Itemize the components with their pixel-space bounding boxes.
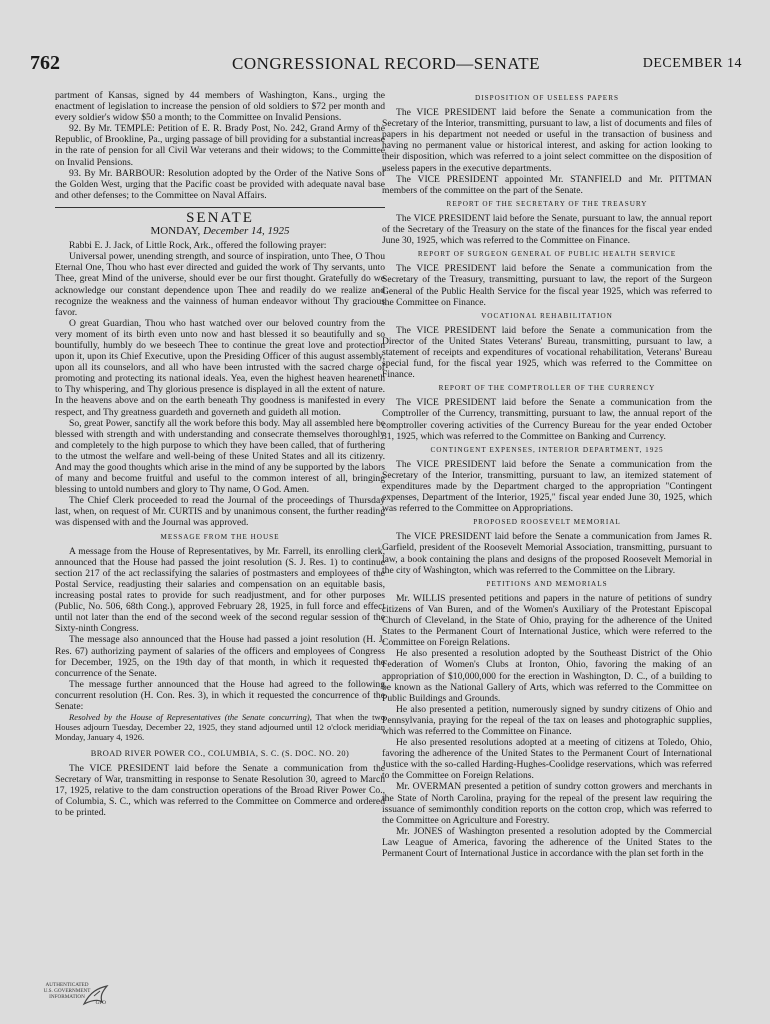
paragraph: Mr. WILLIS presented petitions and papers in the nature of petitions of sundry citizens of Van Buren, and of the Women's Auxiliary of the Protestant Episcopal Church of Cleveland, in the State of Ohio, praying for the adherence of the United States to the Permanent Court of International Justice, which were referred to the Committee on Foreign Relations. bbox=[382, 592, 712, 649]
gpo-authentication-mark bbox=[24, 982, 110, 1014]
subheading: REPORT OF THE SECRETARY OF THE TREASURY bbox=[446, 199, 648, 208]
subheading: BROAD RIVER POWER CO., COLUMBIA, S. C. (S. DOC. NO. 20) bbox=[90, 748, 350, 758]
paragraph: The Chief Clerk proceeded to read the Journal of the proceedings of Thursday last, when, on request of Mr. CURTIS and by unanimous consent, the further reading was dispensed with and the Journal was approved. bbox=[55, 495, 385, 529]
subheading: PROPOSED ROOSEVELT MEMORIAL bbox=[473, 518, 621, 527]
subheading: REPORT OF THE COMPTROLLER OF THE CURRENCY bbox=[438, 384, 656, 393]
paragraph: He also presented resolutions adopted at a meeting of citizens at Toledo, Ohio, favoring the adherence of the United States to the Permanent Court of International Justice with the so-called Harding-Hughes-Coolidge reservations, which was referred to the Committee on Foreign Relations. bbox=[382, 737, 712, 782]
prayer-paragraph: O great Guardian, Thou who hast watched over our beloved country from the very moment of its birth even unto now and hast blessed it so beautifully and so bountifully, humbly do we beseech Thee to continue the great love and protection upon it, upon its Chief Executive, upon the Presiding Officer of this august assembly, upon all its counselors, and all who have been intrusted with the sacred charge of promoting and protecting its national ideals. Yea, even the highest heaven heareneth to Thy whispering, and Thy glorious presence is displayed in all the extent of nature. In the heavens above and on the earth beneath Thy goodness is manifested in every respect, and Thy greatness guardeth and governeth and guideth all motion. bbox=[55, 317, 385, 418]
subheading: VOCATIONAL REHABILITATION bbox=[481, 311, 613, 320]
page-number: 762 bbox=[30, 52, 60, 74]
right-column bbox=[382, 90, 712, 859]
paragraph: The VICE PRESIDENT laid before the Senate, pursuant to law, the annual report of the Secretary of the Treasury on the state of the finances for the fiscal year ended June 30, 1925, which was referred to the Committee on Finance. bbox=[382, 212, 712, 247]
paragraph: The message further announced that the House had agreed to the following concurrent resolution (H. Con. Res. 3), in which it requested the concurrence of the Senate: bbox=[55, 678, 385, 712]
paragraph: The VICE PRESIDENT laid before the Senate a communication from James R. Garfield, president of the Roosevelt Memorial Association, transmitting, pursuant to law, a book containing the plans and designs of the proposed Roosevelt Memorial in the city of Washington, which was referred to the Committee on the Library. bbox=[382, 531, 712, 576]
paragraph: The VICE PRESIDENT laid before the Senate a communication from the Secretary of the Treasury, transmitting, pursuant to law, the report of the Surgeon General of the Public Health Service for the fiscal year 1925, which was referred to the Committee on Finance. bbox=[382, 263, 712, 308]
page-title: CONGRESSIONAL RECORD—SENATE bbox=[231, 54, 541, 73]
prayer-paragraph: Universal power, unending strength, and source of inspiration, unto Thee, O Thou Eternal One, Thou who hast ever directed and guided the work of Thy servants, unto Thee, great Mind of the universe, should ever be our first thought. Gratefully do we acknowledge our constant dependence upon Thee and readily do we realize and recognize the weakness and the vainness of human endeavor without Thy gracious favor. bbox=[55, 251, 385, 318]
paragraph: 93. By Mr. BARBOUR: Resolution adopted by the Order of the Native Sons of the Golden West, urging that the Pacific coast be provided with adequate naval base and other defenses; to the Committee on Naval Affairs. bbox=[55, 167, 385, 201]
subheading: CONTINGENT EXPENSES, INTERIOR DEPARTMENT, 1925 bbox=[430, 445, 664, 454]
eagle-seal-icon bbox=[80, 982, 110, 1012]
paragraph: Mr. JONES of Washington presented a resolution adopted by the Commercial Law League of America, favoring the adherence of the United States to the Permanent Court of International Justice in accordance with the plan set forth in the bbox=[382, 825, 712, 859]
paragraph: The VICE PRESIDENT laid before the Senate a communication from the Director of the United States Veterans' Bureau, transmitting, pursuant to law, a statement of receipts and expenditures of vocational rehabilitation, Veterans' Bureau special fund, for the fiscal year 1925, which was referred to the Committee on Finance. bbox=[382, 324, 712, 381]
subheading: PETITIONS AND MEMORIALS bbox=[486, 579, 608, 588]
paragraph: Mr. OVERMAN presented a petition of sundry cotton growers and merchants in the State of North Carolina, praying for the repeal of the present law requiring the issuance of semimonthly condition reports on the cotton crop, which was referred to the Committee on Agriculture and Forestry. bbox=[382, 781, 712, 826]
senate-date bbox=[55, 226, 385, 237]
page-date: DECEMBER 14 bbox=[642, 56, 742, 71]
subheading: MESSAGE FROM THE HOUSE bbox=[160, 532, 280, 541]
paragraph: The VICE PRESIDENT laid before the Senate a communication from the Secretary of the Interior, transmitting, pursuant to law, a list of documents and files of papers in his department not needed or useful in the transaction of business and having no permanent value or historical interest, and asking for action looking to their disposition, which was referred to a joint select committee on the disposition of useless papers in the executive departments. bbox=[382, 107, 712, 174]
prayer-paragraph: So, great Power, sanctify all the work before this body. May all assembled here be blessed with strength and with understanding and consecrate themselves thoroughly and completely to the high purpose to which they have been called, that of furthering to the utmost the welfare and well-being of these United States and all its citizenry. And may the good thoughts which arise in the mind of any be supported by the labors of many and become fruitful and useful to the common interest of all, bringing blessing to untold numbers and glory to Thy name, O God. Amen. bbox=[55, 417, 385, 496]
subheading: DISPOSITION OF USELESS PAPERS bbox=[475, 94, 619, 102]
paragraph: The VICE PRESIDENT laid before the Senate a communication from the Comptroller of the Currency, transmitting, pursuant to law, the annual report of the comptroller covering activities of the Currency Bureau for the year ended October 31, 1925, which was referred to the Committee on Banking and Currency. bbox=[382, 397, 712, 442]
gpo-seal-label: GPO bbox=[95, 1000, 106, 1006]
paragraph: Rabbi E. J. Jack, of Little Rock, Ark., offered the following prayer: bbox=[69, 240, 327, 252]
left-column bbox=[55, 90, 385, 818]
resolution-lead: Resolved by the House of Representatives (the Senate concurring), bbox=[69, 712, 312, 723]
paragraph: The VICE PRESIDENT laid before the Senate a communication from the Secretary of War, transmitting in response to Senate Resolution 30, agreed to March 17, 1925, relative to the dam construction operations of the Broad River Power Co., of Columbia, S. C., which was referred to the Committee on Commerce and ordered to be printed. bbox=[55, 762, 385, 819]
senate-heading: SENATE bbox=[186, 209, 254, 226]
paragraph: A message from the House of Representatives, by Mr. Farrell, its enrolling clerk, announced that the House had passed the joint resolution (S. J. Res. 1) to continue section 217 of the act reclassifying the salaries of postmasters and employees of the Postal Service, readjusting their salaries and compensation on an equitable basis, increasing postal rates to provide for such readjustment, and for other purposes (Public, No. 506, 68th Cong.), approved February 28, 1925, in full force and effect until not later than the end of the second week of the second regular session of the Sixty-ninth Congress. bbox=[55, 545, 385, 635]
resolution-text bbox=[55, 712, 385, 743]
gpo-line: AUTHENTICATED bbox=[45, 982, 89, 988]
senate-day: MONDAY, bbox=[150, 225, 201, 238]
senate-date-text: December 14, 1925 bbox=[203, 225, 290, 238]
gpo-line: INFORMATION bbox=[49, 994, 85, 1000]
subheading: REPORT OF SURGEON GENERAL OF PUBLIC HEALTH SERVICE bbox=[417, 250, 677, 259]
gpo-line: U.S. GOVERNMENT bbox=[43, 988, 91, 994]
paragraph: partment of Kansas, signed by 44 members of Washington, Kans., urging the enactment of legislation to increase the pension of old soldiers to $72 per month and every soldier's widow $50 a month; to the Committee on Invalid Pensions. bbox=[55, 90, 385, 124]
paragraph: 92. By Mr. TEMPLE: Petition of E. R. Brady Post, No. 242, Grand Army of the Republic, of Brookline, Pa., urging passage of bill providing for a substantial increase in the rate of pension for all Civil War veterans and their widows; to the Committee on Invalid Pensions. bbox=[55, 123, 385, 168]
paragraph: The VICE PRESIDENT laid before the Senate a communication from the Secretary of the Interior, transmitting, pursuant to law, an itemized statement of expenditures made by the Department charged to the appropriation "Contingent expenses, Department of the Interior, 1925," fiscal year ended June 30, 1925, which was referred to the Committee on Appropriations. bbox=[382, 458, 712, 515]
paragraph: He also presented a resolution adopted by the Southeast District of the Ohio Federation of Women's Clubs at Ironton, Ohio, favoring the making of an appropriation of $10,000,000 for the erection in Washington, D. C., of a building to be known as the National Gallery of Arts, which was referred to the Committee on Public Buildings and Grounds. bbox=[382, 648, 712, 704]
page-header bbox=[30, 52, 742, 78]
paragraph: He also presented a petition, numerously signed by sundry citizens of Ohio and Pennsylvania, praying for the repeal of the tax on leases and photographic supplies, which was referred to the Committee on Finance. bbox=[382, 703, 712, 737]
section-rule bbox=[55, 207, 385, 208]
resolution-rest: That when the two Houses adjourn Tuesday, December 22, 1925, they stand adjourned until 12 o'clock meridian Monday, January 4, 1926. bbox=[55, 712, 386, 743]
paragraph: The message also announced that the House had passed a joint resolution (H. J. Res. 67) authorizing payment of salaries of the officers and employees of Congress for December, 1925, on the 19th day of that month, in which it requested the concurrence of the Senate. bbox=[55, 634, 385, 679]
paragraph: The VICE PRESIDENT appointed Mr. STANFIELD and Mr. PITTMAN members of the committee on the part of the Senate. bbox=[382, 173, 712, 196]
